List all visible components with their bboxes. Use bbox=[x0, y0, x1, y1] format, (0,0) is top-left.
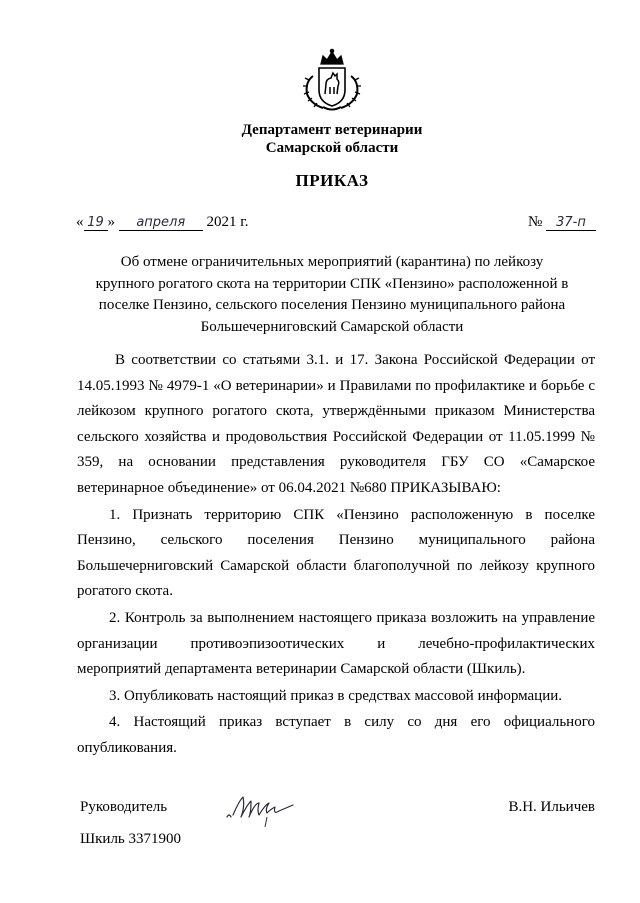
signature-block bbox=[80, 793, 595, 823]
date-year: 2021 г. bbox=[206, 214, 249, 230]
number-value: 37-п bbox=[546, 215, 596, 231]
date-close-quote: » bbox=[107, 214, 115, 230]
date-open-quote: « bbox=[76, 214, 84, 230]
signer-name: В.Н. Ильичев bbox=[508, 799, 595, 815]
date-number-line bbox=[76, 211, 596, 235]
order-item-1: 1. Признать территорию СПК «Пензино расположенную в поселке Пензино, сельского поселения Пензино муниципального района Большечерниговский Самарской области благополучной по лейкозу крупного рогатого скота. bbox=[77, 506, 595, 600]
department-region: Самарской области bbox=[265, 140, 399, 156]
executor-contact: Шкиль 3371900 bbox=[80, 831, 182, 847]
order-body bbox=[77, 348, 595, 762]
order-item-3: 3. Опубликовать настоящий приказ в средствах массовой информации. bbox=[109, 687, 563, 704]
document-number bbox=[528, 214, 596, 231]
date-month: апреля bbox=[119, 215, 203, 231]
preamble-paragraph: В соответствии со статьями 3.1. и 17. Закона Российской Федерации от 14.05.1993 № 4979-1 «О ветеринарии» и Правилами по профилактике и борьбе с лейкозом крупного рогатого скота, утверждёнными приказом Министерства сельского хозяйства и продовольствия Российской Федерации от 11.05.1999 № 359, на основании представления руководителя ГБУ СО «Самарское ветеринарное объединение» от 06.04.2021 №680 ПРИКАЗЫВАЮ: bbox=[77, 352, 595, 496]
coat-of-arms-emblem bbox=[297, 46, 367, 114]
document-date bbox=[76, 214, 248, 231]
department-name: Департамент ветеринарии bbox=[241, 122, 423, 138]
order-subject: Об отмене ограничительных мероприятий (карантина) по лейкозу крупного рогатого скота на территории СПК «Пензино» расположенной в поселке Пензино, сельского поселения Пензино муниципального района Большечерниговский Самарской области bbox=[95, 254, 569, 335]
signer-role: Руководитель bbox=[80, 799, 168, 815]
number-label: № bbox=[527, 214, 543, 230]
date-day: 19 bbox=[84, 215, 108, 231]
document-title: ПРИКАЗ bbox=[295, 171, 369, 190]
order-item-2: 2. Контроль за выполнением настоящего приказа возложить на управление организации противоэпизоотических и лечебно-профилактических мероприятий департамента ветеринарии Самарской области (Шкиль). bbox=[77, 609, 595, 678]
handwritten-signature bbox=[223, 787, 323, 827]
order-item-4: 4. Настоящий приказ вступает в силу со дня его официального опубликования. bbox=[77, 714, 595, 756]
